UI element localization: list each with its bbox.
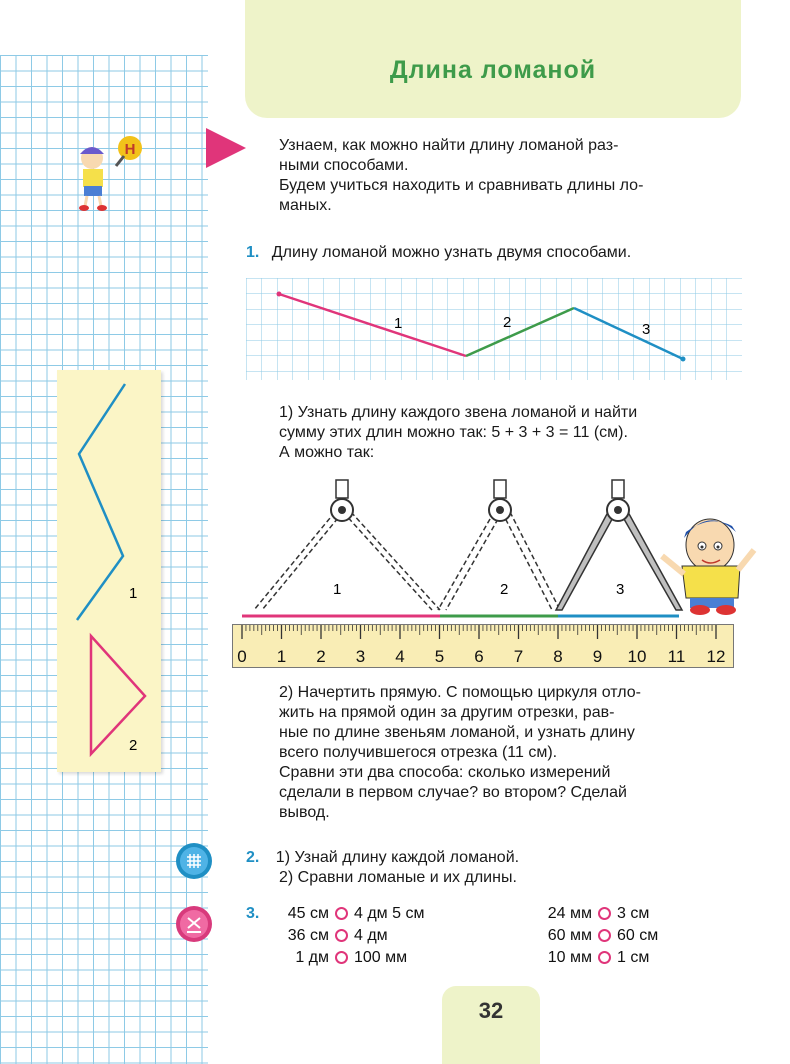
compare-icon	[175, 905, 213, 943]
ruler-scale	[232, 624, 734, 668]
comparison-value: 4 дм	[354, 927, 388, 944]
compass-illustration	[232, 470, 762, 624]
comparison-value: 60 мм	[547, 927, 592, 944]
method1-line: А можно так:	[279, 444, 375, 461]
compass-label: 3	[616, 581, 625, 598]
compare-circle-icon[interactable]	[335, 951, 348, 964]
compare-line: Сравни эти два способа: сколько измерений	[279, 764, 611, 781]
ruler-tick-label: 7	[513, 647, 524, 666]
compass-2-icon	[438, 512, 560, 610]
comparison-value: 4 дм 5 см	[354, 905, 425, 922]
method1-text	[279, 403, 749, 463]
section-arrow-icon	[206, 128, 246, 168]
segment-label: 2	[503, 314, 512, 331]
task3-number	[246, 904, 259, 924]
ruler-tick-label: 4	[395, 647, 405, 666]
comparison-value: 3 см	[617, 905, 650, 922]
compass-1-icon	[254, 512, 440, 610]
task-number: 1.	[246, 244, 260, 261]
ruler-tick-label: 5	[434, 647, 445, 666]
ruler-tick-label: 9	[592, 647, 603, 666]
method2-line: жить на прямой один за другим отрезки, рав-	[279, 704, 615, 721]
task2-line: 2) Сравни ломаные и их длины.	[279, 869, 517, 886]
segment-label: 3	[642, 321, 651, 338]
polyline-grid-figure	[246, 278, 742, 380]
task-number: 3.	[246, 905, 260, 922]
ruler-tick-label: 0	[237, 647, 247, 666]
ruler-tick-label: 11	[667, 647, 686, 666]
page-number: 32	[478, 998, 504, 1023]
side-label-1: 1	[129, 585, 138, 602]
compare-circle-icon[interactable]	[598, 951, 611, 964]
compare-circle-icon[interactable]	[335, 907, 348, 920]
ruler-tick-label: 2	[316, 647, 326, 666]
intro-line: маных.	[279, 197, 332, 214]
ruler-tick-label: 1	[276, 647, 287, 666]
task2-line: 1) Узнай длину каждой ломаной.	[275, 849, 520, 866]
comparison-value: 45 см	[287, 905, 329, 922]
comparison-value: 1 см	[617, 949, 650, 966]
page-title: Длина ломаной	[389, 56, 597, 84]
task1-heading	[246, 243, 746, 263]
intro-line: Будем учиться находить и сравнивать длины ло-	[279, 177, 644, 194]
compass-label: 1	[333, 581, 342, 598]
method2-text	[279, 683, 749, 823]
comparison-value: 1 дм	[295, 949, 329, 966]
method2-line: 2) Начертить прямую. С помощью циркуля отло-	[279, 684, 641, 701]
compare-circle-icon[interactable]	[335, 929, 348, 942]
compare-line: вывод.	[279, 804, 330, 821]
comparison-value: 100 мм	[354, 949, 408, 966]
comparison-row	[279, 926, 388, 946]
side-figures	[57, 370, 161, 772]
method2-line: всего получившегося отрезка (11 см).	[279, 744, 558, 761]
comparison-row	[532, 926, 658, 946]
comparison-value: 60 см	[617, 927, 659, 944]
method1-line: сумму этих длин можно так: 5 + 3 + 3 = 11 (см).	[279, 424, 628, 441]
task1-text: Длину ломаной можно узнать двумя способами.	[271, 244, 632, 261]
comparison-value: 10 мм	[547, 949, 592, 966]
side-label-2: 2	[129, 737, 138, 754]
ruler-tick-label: 12	[706, 647, 726, 666]
new-topic-boy-icon	[72, 132, 152, 214]
ruler-tick-label: 3	[355, 647, 366, 666]
ruler-tick-label: 6	[474, 647, 484, 666]
compass-label: 2	[500, 581, 509, 598]
comparison-row	[532, 948, 649, 968]
segment-label: 1	[394, 315, 403, 332]
intro-line: ными способами.	[279, 157, 409, 174]
ruler-tick-label: 8	[553, 647, 563, 666]
comparison-value: 24 мм	[547, 905, 592, 922]
task2	[246, 848, 726, 888]
method1-line: 1) Узнать длину каждого звена ломаной и найти	[279, 404, 638, 421]
compare-circle-icon[interactable]	[598, 929, 611, 942]
intro-text	[279, 136, 744, 216]
compare-line: сделали в первом случае? во втором? Сделай	[279, 784, 627, 801]
compare-circle-icon[interactable]	[598, 907, 611, 920]
grid-work-icon	[175, 842, 213, 880]
method2-line: ные по длине звеньям ломаной, и узнать длину	[279, 724, 635, 741]
comparison-row	[532, 904, 649, 924]
side-polyline-1	[77, 384, 125, 620]
comparison-value: 36 см	[287, 927, 329, 944]
ruler-tick-label: 10	[627, 647, 647, 666]
marker-letter: Н	[124, 141, 136, 158]
task-number: 2.	[246, 849, 260, 866]
intro-line: Узнаем, как можно найти длину ломаной раз-	[279, 137, 619, 154]
comparison-row	[279, 948, 407, 968]
comparison-row	[279, 904, 424, 924]
